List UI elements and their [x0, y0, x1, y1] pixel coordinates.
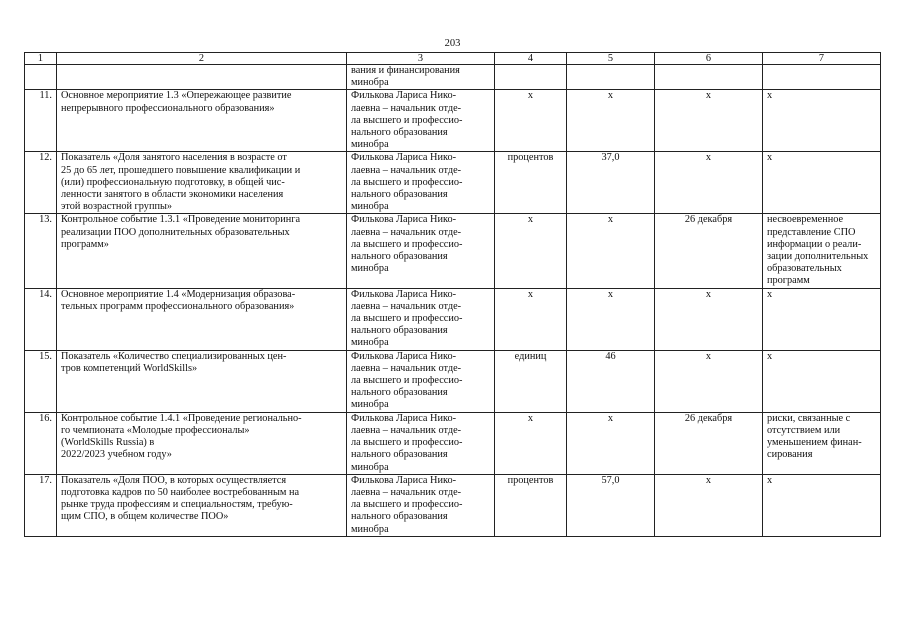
target-value: х: [567, 288, 655, 350]
target-value: х: [567, 214, 655, 288]
unit-of-measure: единиц: [495, 350, 567, 412]
row-number: 13.: [25, 214, 57, 288]
table-row: [25, 412, 881, 474]
responsible-person: Филькова Лариса Нико- лаевна – начальник отде- ла высшего и профессио- нального образования минобра: [347, 350, 495, 412]
table-row: [25, 214, 881, 288]
column-header: 5: [567, 53, 655, 65]
target-value: 57,0: [567, 474, 655, 536]
responsible-person: Филькова Лариса Нико- лаевна – начальник отде- ла высшего и профессио- нального образования минобра: [347, 474, 495, 536]
responsible-person: Филькова Лариса Нико- лаевна – начальник отде- ла высшего и профессио- нального образования минобра: [347, 152, 495, 214]
row-number: [25, 65, 57, 90]
column-header: 2: [57, 53, 347, 65]
deadline-date: х: [655, 288, 763, 350]
table-row: [25, 288, 881, 350]
table-row: [25, 350, 881, 412]
responsible-person: Филькова Лариса Нико- лаевна – начальник отде- ла высшего и профессио- нального образования минобра: [347, 288, 495, 350]
unit-of-measure: х: [495, 214, 567, 288]
deadline-date: х: [655, 152, 763, 214]
row-number: 15.: [25, 350, 57, 412]
row-number: 16.: [25, 412, 57, 474]
unit-of-measure: х: [495, 412, 567, 474]
column-header: 6: [655, 53, 763, 65]
target-value: 37,0: [567, 152, 655, 214]
plan-table: [24, 52, 881, 537]
deadline-date: х: [655, 90, 763, 152]
measure-name: Показатель «Количество специализированных цен- тров компетенций WorldSkills»: [57, 350, 347, 412]
risk-description: х: [763, 152, 881, 214]
risk-description: х: [763, 90, 881, 152]
measure-name: Основное мероприятие 1.3 «Опережающее развитие непрерывного профессионального образования»: [57, 90, 347, 152]
measure-name: Основное мероприятие 1.4 «Модернизация образова- тельных программ профессионального образования»: [57, 288, 347, 350]
responsible-person: вания и финансирования минобра: [347, 65, 495, 90]
responsible-person: Филькова Лариса Нико- лаевна – начальник отде- ла высшего и профессио- нального образования минобра: [347, 90, 495, 152]
target-value: [567, 65, 655, 90]
deadline-date: [655, 65, 763, 90]
measure-name: Показатель «Доля занятого населения в возрасте от 25 до 65 лет, прошедшего повышение квалификации и (или) профессиональную подготовку, в общей чис- ленности занятого в области экономики населения этой возрастной группы»: [57, 152, 347, 214]
measure-name: Контрольное событие 1.4.1 «Проведение регионально- го чемпионата «Молодые профессионалы» (WorldSkills Russia) в 2022/2023 учебном году»: [57, 412, 347, 474]
measure-name: Контрольное событие 1.3.1 «Проведение мониторинга реализации ПОО дополнительных образовательных программ»: [57, 214, 347, 288]
table-row: [25, 90, 881, 152]
risk-description: х: [763, 474, 881, 536]
unit-of-measure: [495, 65, 567, 90]
row-number: 12.: [25, 152, 57, 214]
target-value: х: [567, 412, 655, 474]
table-row: [25, 65, 881, 90]
row-number: 17.: [25, 474, 57, 536]
table-row: [25, 152, 881, 214]
responsible-person: Филькова Лариса Нико- лаевна – начальник отде- ла высшего и профессио- нального образования минобра: [347, 214, 495, 288]
row-number: 11.: [25, 90, 57, 152]
unit-of-measure: процентов: [495, 152, 567, 214]
risk-description: несвоевременное представление СПО информации о реали- зации дополнительных образовательных программ: [763, 214, 881, 288]
risk-description: х: [763, 350, 881, 412]
table-row: [25, 474, 881, 536]
deadline-date: х: [655, 474, 763, 536]
measure-name: Показатель «Доля ПОО, в которых осуществляется подготовка кадров по 50 наиболее востребованным на рынке труда профессиям и специальностям, требую- щим СПО, в общем количестве ПОО»: [57, 474, 347, 536]
measure-name: [57, 65, 347, 90]
deadline-date: 26 декабря: [655, 214, 763, 288]
unit-of-measure: процентов: [495, 474, 567, 536]
risk-description: [763, 65, 881, 90]
unit-of-measure: х: [495, 90, 567, 152]
target-value: х: [567, 90, 655, 152]
deadline-date: 26 декабря: [655, 412, 763, 474]
page-number: 203: [444, 38, 461, 49]
row-number: 14.: [25, 288, 57, 350]
target-value: 46: [567, 350, 655, 412]
column-header: 1: [25, 53, 57, 65]
column-header: 3: [347, 53, 495, 65]
column-header: 4: [495, 53, 567, 65]
column-number-row: [25, 53, 881, 65]
deadline-date: х: [655, 350, 763, 412]
risk-description: риски, связанные с отсутствием или уменьшением финан- сирования: [763, 412, 881, 474]
unit-of-measure: х: [495, 288, 567, 350]
column-header: 7: [763, 53, 881, 65]
risk-description: х: [763, 288, 881, 350]
responsible-person: Филькова Лариса Нико- лаевна – начальник отде- ла высшего и профессио- нального образования минобра: [347, 412, 495, 474]
